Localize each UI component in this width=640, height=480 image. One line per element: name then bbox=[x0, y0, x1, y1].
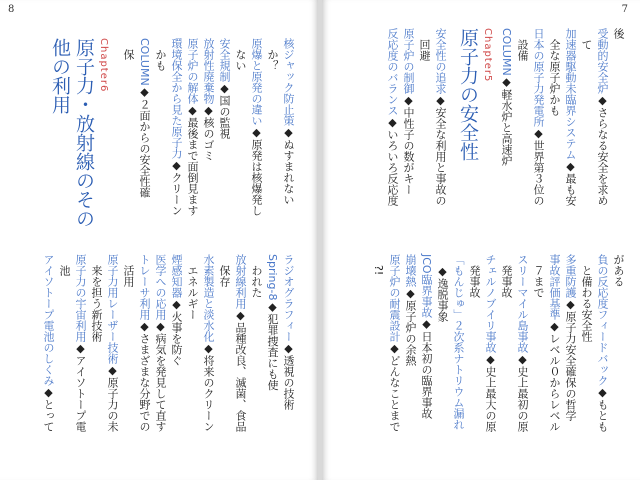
text-column bbox=[578, 28, 594, 50]
text-column bbox=[370, 254, 386, 275]
chapter-title: 原子力・放射線のその bbox=[73, 38, 95, 228]
entry-title[interactable]: 安全規制 bbox=[218, 38, 231, 82]
entry-text: 後 bbox=[612, 28, 625, 39]
left-bottom-block bbox=[0, 254, 296, 432]
text-column bbox=[386, 254, 402, 432]
entry-title[interactable]: スリーマイル島事故 bbox=[516, 254, 529, 353]
entry-text: ◆日本初の臨界事故 bbox=[420, 317, 433, 419]
entry-text: ◆核のゴミ bbox=[202, 104, 215, 161]
text-column bbox=[120, 254, 136, 287]
text-column bbox=[610, 28, 626, 39]
entry-text: 保存 bbox=[218, 265, 231, 287]
text-column bbox=[200, 38, 216, 161]
entry-text: エネルギー bbox=[186, 265, 199, 320]
entry-text: ◆原子炉の余熱 bbox=[404, 287, 417, 366]
text-column bbox=[280, 254, 296, 410]
entry-text: 回避 bbox=[418, 39, 431, 61]
right-bottom-block bbox=[326, 254, 626, 432]
entry-title[interactable]: COLUMN bbox=[138, 38, 151, 86]
text-column bbox=[120, 38, 136, 60]
entry-text: ７まで bbox=[532, 265, 545, 298]
text-column bbox=[200, 254, 216, 432]
entry-text: ◆とって bbox=[42, 386, 55, 432]
entry-title[interactable]: 医学への応用 bbox=[154, 254, 167, 320]
text-column bbox=[264, 254, 280, 390]
entry-text: ◆国の監視 bbox=[218, 82, 231, 139]
entry-title[interactable]: Spring-8 bbox=[266, 254, 279, 301]
entry-text: ◆逸脱事象 bbox=[436, 265, 449, 322]
entry-title[interactable]: トレーサ利用 bbox=[138, 254, 151, 320]
entry-title[interactable]: 反応度のバランス bbox=[386, 28, 399, 116]
text-column bbox=[546, 254, 562, 432]
entry-text: ◆将来のクリーン bbox=[202, 342, 215, 432]
text-column bbox=[562, 254, 578, 421]
entry-text: ◆病気を発見して直す bbox=[154, 320, 167, 432]
text-column bbox=[216, 38, 232, 139]
entry-title[interactable]: 原爆と原発の違い bbox=[250, 38, 263, 126]
entry-text: 活用 bbox=[122, 265, 135, 287]
entry-title[interactable]: JCO臨界事故 bbox=[420, 254, 433, 318]
entry-title[interactable]: 負の反応度フィードバック bbox=[596, 254, 609, 386]
entry-text: ◆クリーン bbox=[170, 159, 183, 216]
left-page bbox=[0, 0, 318, 480]
entry-title[interactable]: 原子炉の耐震設計 bbox=[388, 254, 401, 342]
entry-text: 保 bbox=[122, 49, 135, 60]
chapter-label: Chapter5 bbox=[482, 28, 493, 83]
entry-title[interactable]: アイソトープ電池のしくみ bbox=[42, 254, 55, 386]
entry-text: て bbox=[580, 39, 593, 50]
entry-text: かも bbox=[154, 49, 167, 71]
entry-title[interactable]: 「もんじゅ」２次系ナトリウム漏れ bbox=[452, 254, 465, 430]
entry-title[interactable]: 放射線利用 bbox=[234, 254, 247, 309]
entry-title[interactable]: 原子炉の解体 bbox=[186, 38, 199, 104]
entry-text: ◆火事を防ぐ bbox=[170, 298, 183, 366]
text-column bbox=[416, 28, 432, 61]
entry-title[interactable]: 多重防護 bbox=[564, 254, 577, 298]
entry-text: ◆原子力安全確保の哲学 bbox=[564, 298, 577, 421]
entry-text: 全な原子炉かも bbox=[548, 39, 561, 116]
right-page-number: 7 bbox=[621, 4, 628, 15]
text-column bbox=[40, 254, 56, 432]
text-column bbox=[530, 28, 546, 206]
text-column bbox=[216, 254, 232, 287]
entry-text: 池 bbox=[58, 265, 71, 276]
entry-text: か？ bbox=[266, 49, 279, 71]
entry-text: ◆原子力の未 bbox=[106, 364, 119, 432]
entry-text: ◆品種改良、滅菌、食品 bbox=[234, 309, 247, 432]
entry-text: ◆犯罪捜査にも使 bbox=[266, 300, 279, 391]
text-column bbox=[248, 38, 264, 216]
text-column bbox=[546, 28, 562, 116]
entry-text: ◆いろいろ反応度 bbox=[386, 116, 399, 206]
entry-text: ◆世界第３位の bbox=[532, 127, 545, 206]
entry-title[interactable]: 加速器駆動未臨界システム bbox=[564, 28, 577, 160]
text-column bbox=[184, 38, 200, 216]
text-column bbox=[482, 254, 498, 432]
text-column bbox=[136, 254, 152, 432]
entry-text: ◆レベル０からレベル bbox=[548, 320, 561, 432]
entry-title[interactable]: 原子炉の制御 bbox=[402, 28, 415, 94]
entry-title[interactable]: 水素製造と淡水化 bbox=[202, 254, 215, 342]
entry-title[interactable]: 放射性廃棄物 bbox=[202, 38, 215, 104]
entry-text: ◆史上最初の原 bbox=[516, 353, 529, 432]
text-column bbox=[248, 254, 264, 298]
text-column bbox=[450, 254, 466, 430]
left-page-number: 8 bbox=[8, 4, 15, 15]
entry-title[interactable]: 日本の原子力発電所 bbox=[532, 28, 545, 127]
entry-text: ◆最も安 bbox=[564, 160, 577, 206]
entry-text: ◆原発は核爆発し bbox=[250, 126, 263, 216]
right-page bbox=[322, 0, 640, 480]
text-column bbox=[384, 28, 400, 206]
entry-text: 発事故 bbox=[500, 265, 513, 298]
text-column bbox=[184, 254, 200, 320]
entry-text: 発事故 bbox=[468, 265, 481, 298]
entry-title[interactable]: 煙感知器 bbox=[170, 254, 183, 298]
text-column bbox=[594, 254, 610, 432]
text-column bbox=[498, 28, 514, 166]
text-column bbox=[152, 38, 168, 71]
left-top-block bbox=[0, 38, 296, 228]
text-column bbox=[594, 28, 610, 206]
entry-text: ◆２面からの安全性確 bbox=[138, 85, 151, 198]
text-column bbox=[232, 254, 248, 432]
text-column bbox=[232, 38, 248, 71]
entry-text: ?! bbox=[372, 265, 385, 276]
entry-text: ◆中性子の数がキー bbox=[402, 94, 415, 195]
entry-text: ◆史上最大の原 bbox=[484, 353, 497, 432]
entry-title[interactable]: 事故評価基準 bbox=[548, 254, 561, 320]
text-column bbox=[514, 28, 530, 61]
text-column bbox=[168, 38, 184, 216]
text-column bbox=[136, 38, 152, 198]
text-column bbox=[562, 28, 578, 206]
entry-text: 設備 bbox=[516, 39, 529, 61]
entry-text: ◆最後まで面倒見ます bbox=[186, 104, 199, 216]
text-column bbox=[264, 38, 280, 71]
entry-text: ◆もとも bbox=[596, 386, 609, 432]
entry-text: と備わる安全性 bbox=[580, 265, 593, 342]
entry-text: ◆さまざまな分野での bbox=[138, 320, 151, 432]
entry-text: われた bbox=[250, 265, 263, 298]
text-column bbox=[498, 254, 514, 298]
chapter-title: 原子力の安全性 bbox=[457, 28, 479, 161]
text-column bbox=[88, 254, 104, 342]
text-column bbox=[434, 254, 450, 322]
entry-title[interactable]: 崩壊熱 bbox=[404, 254, 417, 287]
text-column bbox=[432, 28, 448, 206]
text-column bbox=[578, 254, 594, 342]
chapter-label: Chapter6 bbox=[98, 38, 109, 93]
entry-title[interactable]: 安全性の追求 bbox=[434, 28, 447, 94]
entry-title[interactable]: 原子力用レーザー技術 bbox=[106, 254, 119, 364]
text-column bbox=[514, 254, 530, 432]
text-column bbox=[400, 28, 416, 195]
text-column bbox=[72, 254, 88, 432]
entry-text: がある bbox=[612, 254, 625, 287]
entry-text: ◆安全な利用と事故の bbox=[434, 94, 447, 206]
entry-text: 来を担う新技術 bbox=[90, 265, 103, 342]
right-top-block bbox=[326, 28, 626, 206]
text-column bbox=[418, 254, 434, 419]
text-column bbox=[280, 38, 296, 205]
entry-title[interactable]: チェルノブイリ事故 bbox=[484, 254, 497, 353]
entry-title[interactable]: 核ジャック防止策 bbox=[282, 38, 295, 126]
entry-text: ない bbox=[234, 49, 247, 71]
entry-title[interactable]: 原子力の宇宙利用 bbox=[74, 254, 87, 342]
text-column bbox=[610, 254, 626, 287]
entry-title[interactable]: 受動的安全炉 bbox=[596, 28, 609, 94]
text-column bbox=[466, 254, 482, 298]
chapter-title: 他の利用 bbox=[49, 38, 71, 114]
entry-text: ◆アイソトープ電 bbox=[74, 342, 87, 432]
text-column bbox=[56, 254, 72, 276]
entry-text: ◆どんなことまで bbox=[388, 342, 401, 432]
entry-text: ◆透視の技術 bbox=[282, 342, 295, 410]
entry-text: ◆軽水炉と高速炉 bbox=[500, 75, 513, 166]
text-column bbox=[402, 254, 418, 366]
entry-text: ◆さらなる安全を求め bbox=[596, 94, 609, 206]
entry-text: ◆ぬすまれない bbox=[282, 126, 295, 205]
entry-title[interactable]: 環境保全から見た原子力 bbox=[170, 38, 183, 159]
entry-title[interactable]: COLUMN bbox=[500, 28, 513, 76]
text-column bbox=[152, 254, 168, 432]
text-column bbox=[530, 254, 546, 298]
text-column bbox=[104, 254, 120, 432]
text-column bbox=[168, 254, 184, 366]
entry-title[interactable]: ラジオグラフィー bbox=[282, 254, 295, 342]
